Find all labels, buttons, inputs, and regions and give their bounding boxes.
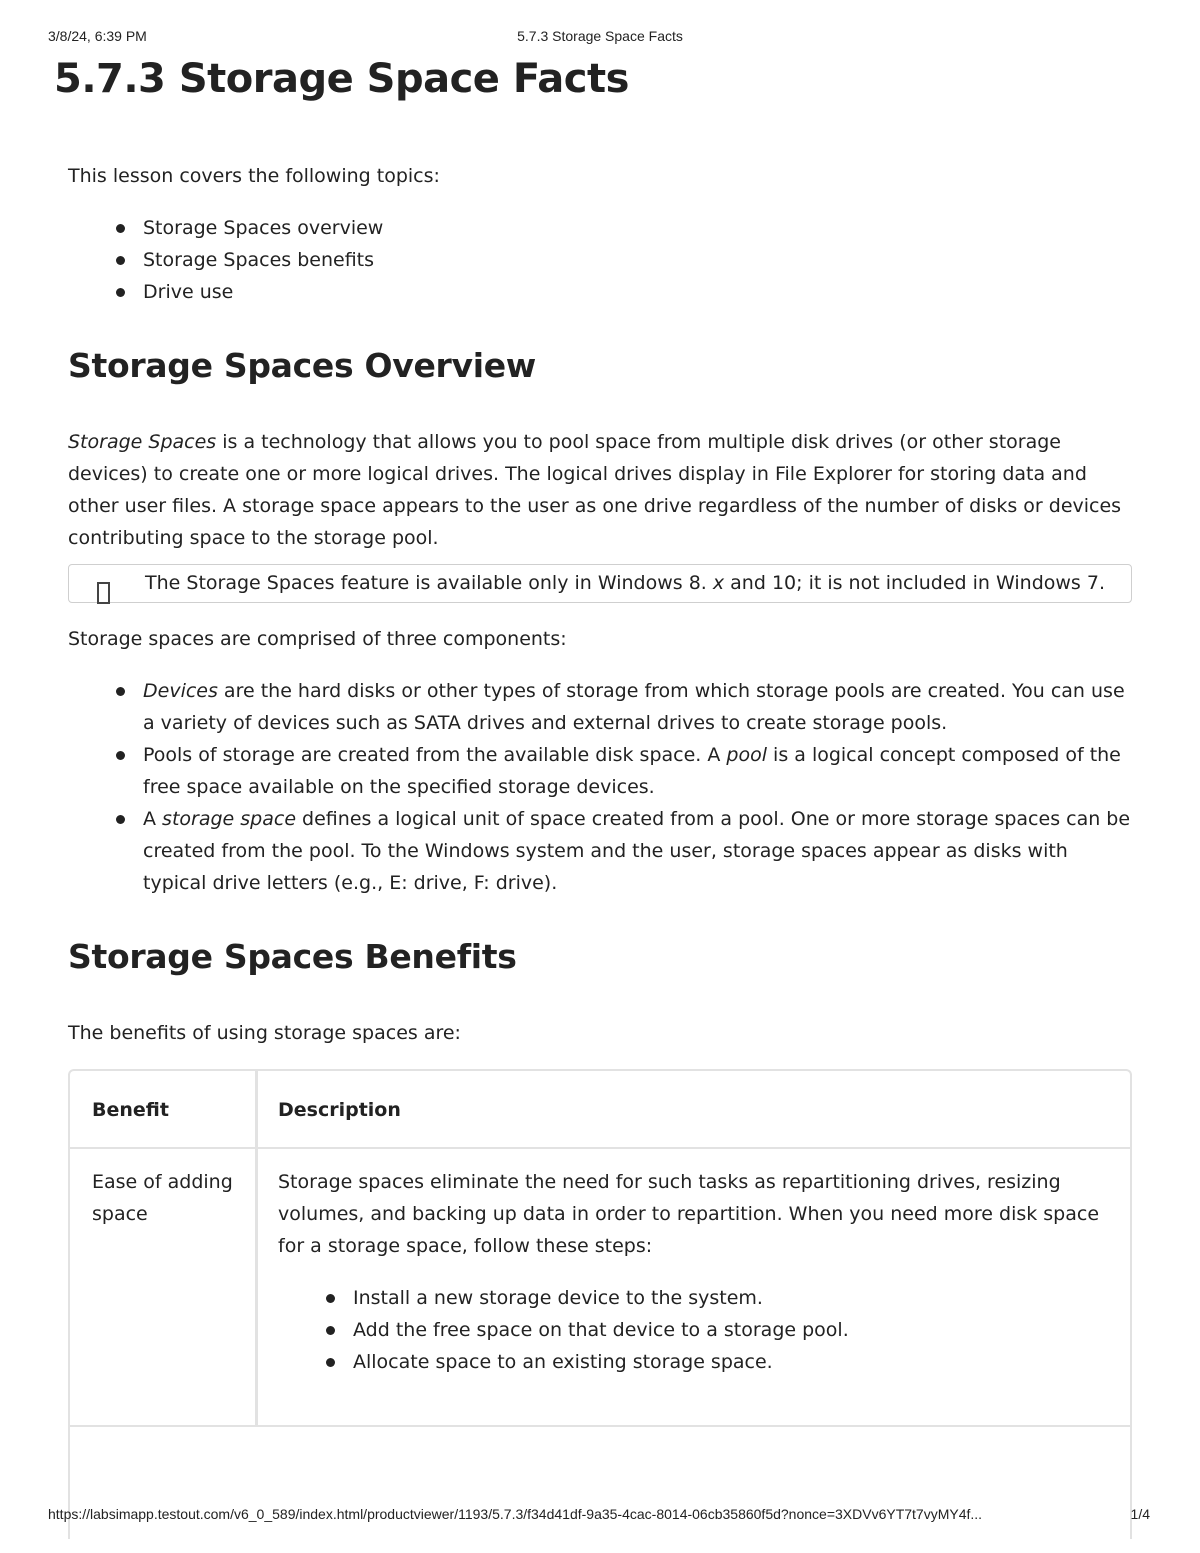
benefits-table — [68, 1069, 1132, 1539]
description-text: Storage spaces eliminate the need for such tasks as repartitioning drives, resizing volumes, and backing up data in order to repartition. When you need more disk space for a storage space, follow these steps: — [278, 1171, 1100, 1257]
benefit-cell: Ease of adding space — [92, 1171, 233, 1225]
intro-text: This lesson covers the following topics: — [68, 165, 440, 187]
item-text: are the hard disks or other types of storage from which storage pools are created. You can use a variety of devices such as SATA drives and external drives to create storage pools. — [143, 680, 1125, 734]
list-item: Drive use — [143, 276, 1132, 308]
term-storage-spaces: Storage Spaces — [68, 431, 217, 453]
components-intro: Storage spaces are comprised of three components: — [68, 628, 567, 650]
overview-paragraph-text: is a technology that allows you to pool space from multiple disk drives (or other storage devices) to create one or more logical drives. The logical drives display in File Explorer for storing data and other user files. A storage space appears to the user as one drive regardless of the number of disks or devices contributing space to the storage pool. — [68, 431, 1122, 549]
column-header-benefit: Benefit — [92, 1099, 169, 1121]
list-item: Install a new storage device to the system. — [353, 1282, 1100, 1314]
list-item — [143, 803, 1132, 899]
description-cell — [278, 1166, 1100, 1378]
steps-list — [278, 1282, 1100, 1378]
page-url: https://labsimapp.testout.com/v6_0_589/index.html/productviewer/1193/5.7.3/f34d41df-9a35-4cac-8014-06cb35860f5d?nonce=3XDVv6YT7t7vyMY4f... — [48, 1506, 983, 1522]
benefits-intro: The benefits of using storage spaces are: — [68, 1022, 461, 1044]
list-item — [143, 739, 1132, 803]
table-header-row — [70, 1071, 1130, 1149]
note-text: The Storage Spaces feature is available only in Windows 8. — [145, 572, 707, 594]
item-term: storage space — [162, 808, 297, 830]
note-icon — [97, 582, 110, 604]
item-term: pool — [726, 744, 767, 766]
print-header — [48, 28, 1152, 48]
note-callout — [68, 564, 1132, 603]
item-text: defines a logical unit of space created from a pool. One or more storage spaces can be created from the pool. To the Windows system and the user, storage spaces appear as disks with typical drive letters (e.g., E: drive, F: drive). — [143, 808, 1131, 894]
page-title: 5.7.3 Storage Space Facts — [54, 56, 629, 102]
components-list — [68, 675, 1132, 899]
list-item: Add the free space on that device to a storage pool. — [353, 1314, 1100, 1346]
benefits-heading: Storage Spaces Benefits — [68, 937, 517, 976]
topics-list — [68, 212, 1132, 308]
table-row — [70, 1149, 1130, 1427]
item-text: is a logical concept composed of the free space available on the specified storage devices. — [143, 744, 1121, 798]
item-text: A — [143, 808, 163, 830]
overview-paragraph — [68, 426, 1132, 554]
note-text-end: and 10; it is not included in Windows 7. — [724, 572, 1105, 594]
print-date: 3/8/24, 6:39 PM — [48, 28, 147, 44]
list-item: Storage Spaces benefits — [143, 244, 1132, 276]
lesson-content — [68, 160, 1132, 1539]
print-footer — [48, 1506, 1152, 1526]
note-italic: x — [712, 572, 725, 594]
list-item: Allocate space to an existing storage space. — [353, 1346, 1100, 1378]
item-term: Devices — [143, 680, 218, 702]
print-title: 5.7.3 Storage Space Facts — [517, 28, 683, 44]
list-item — [143, 675, 1132, 739]
list-item: Storage Spaces overview — [143, 212, 1132, 244]
page-number: 1/4 — [1130, 1506, 1150, 1522]
item-text: Pools of storage are created from the available disk space. A — [143, 744, 727, 766]
column-header-description: Description — [278, 1099, 401, 1121]
overview-heading: Storage Spaces Overview — [68, 346, 536, 385]
